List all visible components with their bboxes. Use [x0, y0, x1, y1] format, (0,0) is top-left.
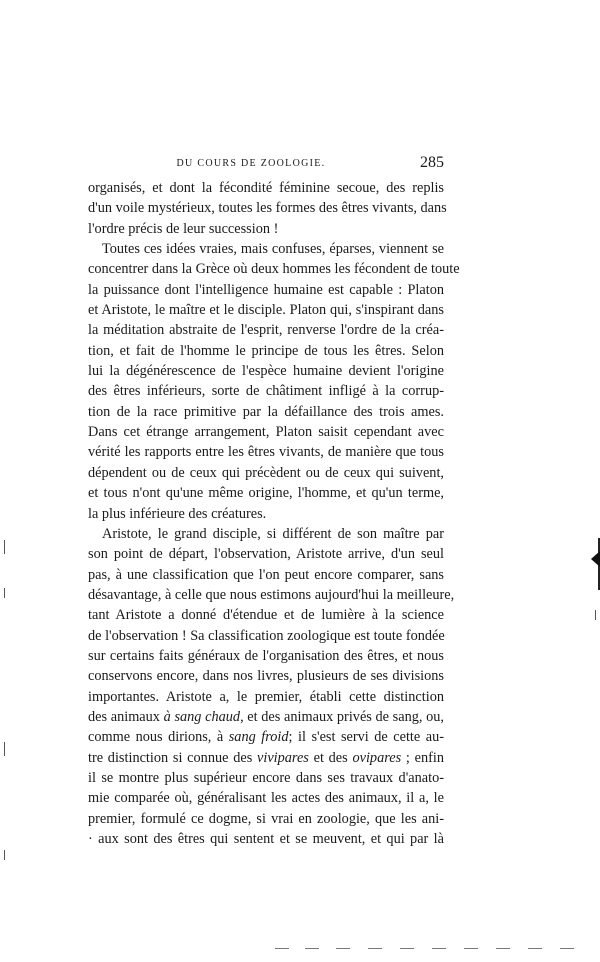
text-line	[88, 727, 444, 747]
text-line: importantes. Aristote a, le premier, établi cette distinction	[88, 688, 444, 705]
page-number: 285	[420, 154, 444, 171]
running-title: DU COURS DE ZOOLOGIE.	[176, 158, 326, 169]
text-line: Aristote, le grand disciple, si différent de son maître par	[102, 525, 444, 542]
text-line: conservons encore, dans nos livres, plusieurs de ses divisions	[88, 668, 444, 685]
text-segment: comme nous dirions, à	[88, 729, 229, 746]
text-line: pas, à une classification que l'on peut encore comparer, sans	[88, 566, 444, 583]
scan-mark	[305, 948, 319, 949]
text-segment: ; enfin	[401, 749, 444, 766]
text-segment: et des	[308, 749, 353, 766]
text-line: dépendent ou de ceux qui précèdent ou de ceux qui suivent,	[88, 464, 444, 481]
text-line	[88, 707, 444, 727]
text-line: désavantage, à celle que nous estimons aujourd'hui la meilleure,	[88, 586, 455, 603]
text-line: de l'observation ! Sa classification zoologique est toute fondée	[88, 627, 445, 644]
scan-mark	[4, 742, 5, 756]
text-line: concentrer dans la Grèce où deux hommes les fécondent de toute	[88, 261, 460, 278]
text-segment: , et des animaux privés de sang, ou,	[240, 708, 444, 725]
text-line: lui la dégénérescence de l'espèce humaine devient l'origine	[88, 363, 444, 380]
text-line: la méditation abstraite de l'esprit, renverse l'ordre de la créa-	[88, 322, 444, 339]
text-line: et tous n'ont qu'une même origine, l'homme, et qu'un terme,	[88, 485, 444, 502]
scan-mark	[528, 948, 542, 949]
body-text	[88, 178, 460, 849]
scan-mark	[4, 588, 5, 598]
scan-mark	[368, 948, 382, 949]
scan-mark	[336, 948, 350, 949]
text-line: l'ordre précis de leur succession !	[88, 220, 279, 237]
text-line: Dans cet étrange arrangement, Platon saisit cependant avec	[88, 424, 444, 441]
running-head	[88, 155, 444, 179]
scan-mark	[496, 948, 510, 949]
scan-mark	[464, 948, 478, 949]
italic-term: à sang chaud	[163, 708, 241, 725]
scan-mark	[400, 948, 414, 949]
text-line	[88, 748, 444, 768]
italic-term: ovipares	[352, 749, 402, 766]
text-line: la puissance dont l'intelligence humaine est capable : Platon	[88, 281, 444, 298]
text-line: il se montre plus supérieur encore dans ses travaux d'anato-	[88, 769, 444, 786]
scan-mark	[275, 948, 289, 949]
text-line: et Aristote, le maître et le disciple. Platon qui, s'inspirant dans	[88, 302, 444, 319]
scan-mark	[595, 610, 596, 620]
text-line: premier, formulé ce dogme, si vrai en zoologie, que les ani-	[88, 810, 444, 827]
text-line: sur certains faits généraux de l'organisation des êtres, et nous	[88, 647, 444, 664]
text-line: tant Aristote a donné d'étendue et de lumière à la science	[88, 607, 444, 624]
text-segment: tre distinction si connue des	[88, 749, 257, 766]
italic-term: vivipares	[257, 749, 309, 766]
text-line: mie comparée où, généralisant les actes des animaux, il a, le	[88, 790, 444, 807]
text-line: d'un voile mystérieux, toutes les formes des êtres vivants, dans	[88, 200, 447, 217]
text-line: son point de départ, l'observation, Aristote arrive, d'un seul	[88, 546, 444, 563]
scan-mark	[560, 948, 574, 949]
scan-mark	[4, 850, 5, 860]
italic-term: sang froid	[228, 729, 289, 746]
scan-mark	[4, 540, 5, 554]
text-segment: ; il s'est servi de cette au-	[288, 729, 445, 746]
text-line: vérité les rapports entre les êtres vivants, de manière que tous	[88, 444, 444, 461]
text-line: la plus inférieure des créatures.	[88, 505, 267, 522]
page-fold-mark	[591, 551, 600, 567]
text-line: Toutes ces idées vraies, mais confuses, éparses, viennent se	[102, 241, 444, 258]
text-line: · aux sont des êtres qui sentent et se meuvent, et qui par là	[88, 831, 444, 847]
text-line: tion de la race primitive par la défaillance des trois ames.	[88, 403, 444, 420]
text-line: des êtres inférieurs, sorte de châtiment infligé à la corrup-	[88, 383, 444, 400]
text-segment: des animaux	[88, 708, 164, 725]
scan-mark	[432, 948, 446, 949]
text-line: organisés, et dont la fécondité féminine secoue, des replis	[88, 180, 444, 196]
text-line: tion, et fait de l'homme le principe de tous les êtres. Selon	[88, 342, 444, 359]
